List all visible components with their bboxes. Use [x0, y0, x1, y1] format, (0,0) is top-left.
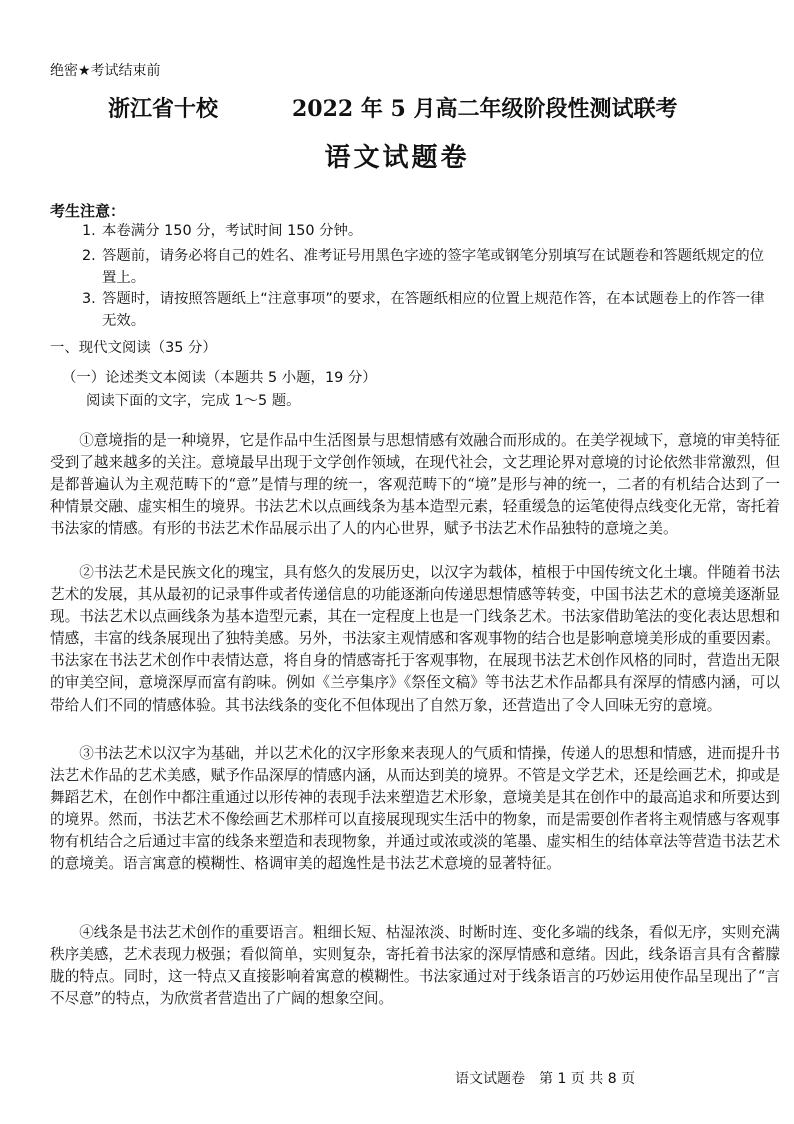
notice-item-number: 3. — [82, 291, 96, 307]
notice-heading: 考生注意： — [50, 202, 126, 220]
notice-item-number: 2. — [82, 248, 96, 264]
article-paragraph-2: ②书法艺术是民族文化的瑰宝，具有悠久的发展历史，以汉字为载体，植根于中国传统文化土壤。伴随着书法艺术的发展，其从最初的记录事件或者传递信息的功能逐渐向传递思想情感等转变，中国书法艺术的意境美逐渐显现。书法艺术以点画线条为基本造型元素，其在一定程度上也是一门线条艺术。书法家借助笔法的变化表达思想和情感，丰富的线条展现出了独特美感。另外，书法家主观情感和客观事物的结合也是影响意境美形成的重要因素。书法家在书法艺术创作中表情达意，将自身的情感寄托于客观事物，在展现书法艺术创作风格的同时，营造出无限的审美空间，意境深厚而富有韵味。例如《兰亭集序》《祭侄文稿》等书法艺术作品都具有深厚的情感内涵，可以带给人们不同的情感体验。其书法线条的变化不但体现出了自然万象，还营造出了令人回味无穷的意境。 — [50, 564, 780, 714]
notice-item-text: 答题时，请按照答题纸上“注意事项”的要求，在答题纸相应的位置上规范作答，在本试题卷上的作答一律无效。 — [102, 291, 765, 329]
notice-item-text: 本卷满分 150 分，考试时间 150 分钟。 — [102, 223, 363, 239]
article-paragraph-3: ③书法艺术以汉字为基础，并以艺术化的汉字形象来表现人的气质和情操，传递人的思想和情感，进而提升书法艺术作品的艺术美感，赋予作品深厚的情感内涵，从而达到美的境界。不管是文学艺术，还是绘画艺术，抑或是舞蹈艺术，在创作中都注重通过以形传神的表现手法来塑造艺术形象，意境美是其在创作中的最高追求和所要达到的境界。然而，书法艺术不像绘画艺术那样可以直接展现现实生活中的物象，而是需要创作者将主观情感与客观事物有机结合之后通过丰富的线条来塑造和表现物象，并通过或浓或淡的笔墨、虚实相生的结体章法等营造书法艺术的意境美。语言寓意的模糊性、格调审美的超逸性是书法艺术意境的显著特征。 — [50, 745, 780, 873]
notice-item — [82, 220, 772, 242]
article-paragraph-1: ①意境指的是一种境界，它是作品中生活图景与思想情感有效融合而形成的。在美学视域下，意境的审美特征受到了越来越多的关注。意境最早出现于文学创作领域，在现代社会，文艺理论界对意境的讨论依然非常激烈，但是都普遍认为主观范畴下的“意”是情与理的统一，客观范畴下的“境”是形与神的统一，二者的有机结合达到了一种情景交融、虚实相生的境界。书法艺术以点画线条为基本造型元素，轻重缓急的运笔使得点线变化无常，寄托着书法家的情感。有形的书法艺术作品展示出了人的内心世界，赋予书法艺术作品独特的意境之美。 — [50, 432, 780, 538]
confidential-label: 绝密★考试结束前 — [50, 63, 161, 79]
article-paragraph-4: ④线条是书法艺术创作的重要语言。粗细长短、枯湿浓淡、时断时连、变化多端的线条，看似无序，实则充满秩序美感，艺术表现力极强；看似简单，实则复杂，寄托着书法家的深厚情感和意绪。因此，线条语言具有含蓄朦胧的特点。同时，这一特点又直接影响着寓意的模糊性。书法家通过对于线条语言的巧妙运用使作品呈现出了“言不尽意”的特点，为欣赏者营造出了广阔的想象空间。 — [50, 924, 780, 1008]
notice-item-number: 1. — [82, 223, 96, 239]
section-title: 一、现代文阅读（35 分） — [50, 340, 217, 356]
reading-instruction: 阅读下面的文字，完成 1～5 题。 — [86, 393, 301, 409]
paper-title: 语文试题卷 — [324, 143, 470, 173]
subsection-title: （一）论述类文本阅读（本题共 5 小题，19 分） — [62, 370, 377, 386]
notice-item — [82, 245, 772, 289]
exam-title: 2022 年 5 月高二年级阶段性测试联考 — [292, 96, 678, 122]
notice-item — [82, 288, 772, 332]
school-name: 浙江省十校 — [108, 96, 219, 122]
page-footer: 语文试题卷 第 1 页 共 8 页 — [455, 1071, 636, 1087]
notice-item-text: 答题前，请务必将自己的姓名、准考证号用黑色字迹的签字笔或钢笔分别填写在试题卷和答题纸规定的位置上。 — [102, 248, 764, 286]
